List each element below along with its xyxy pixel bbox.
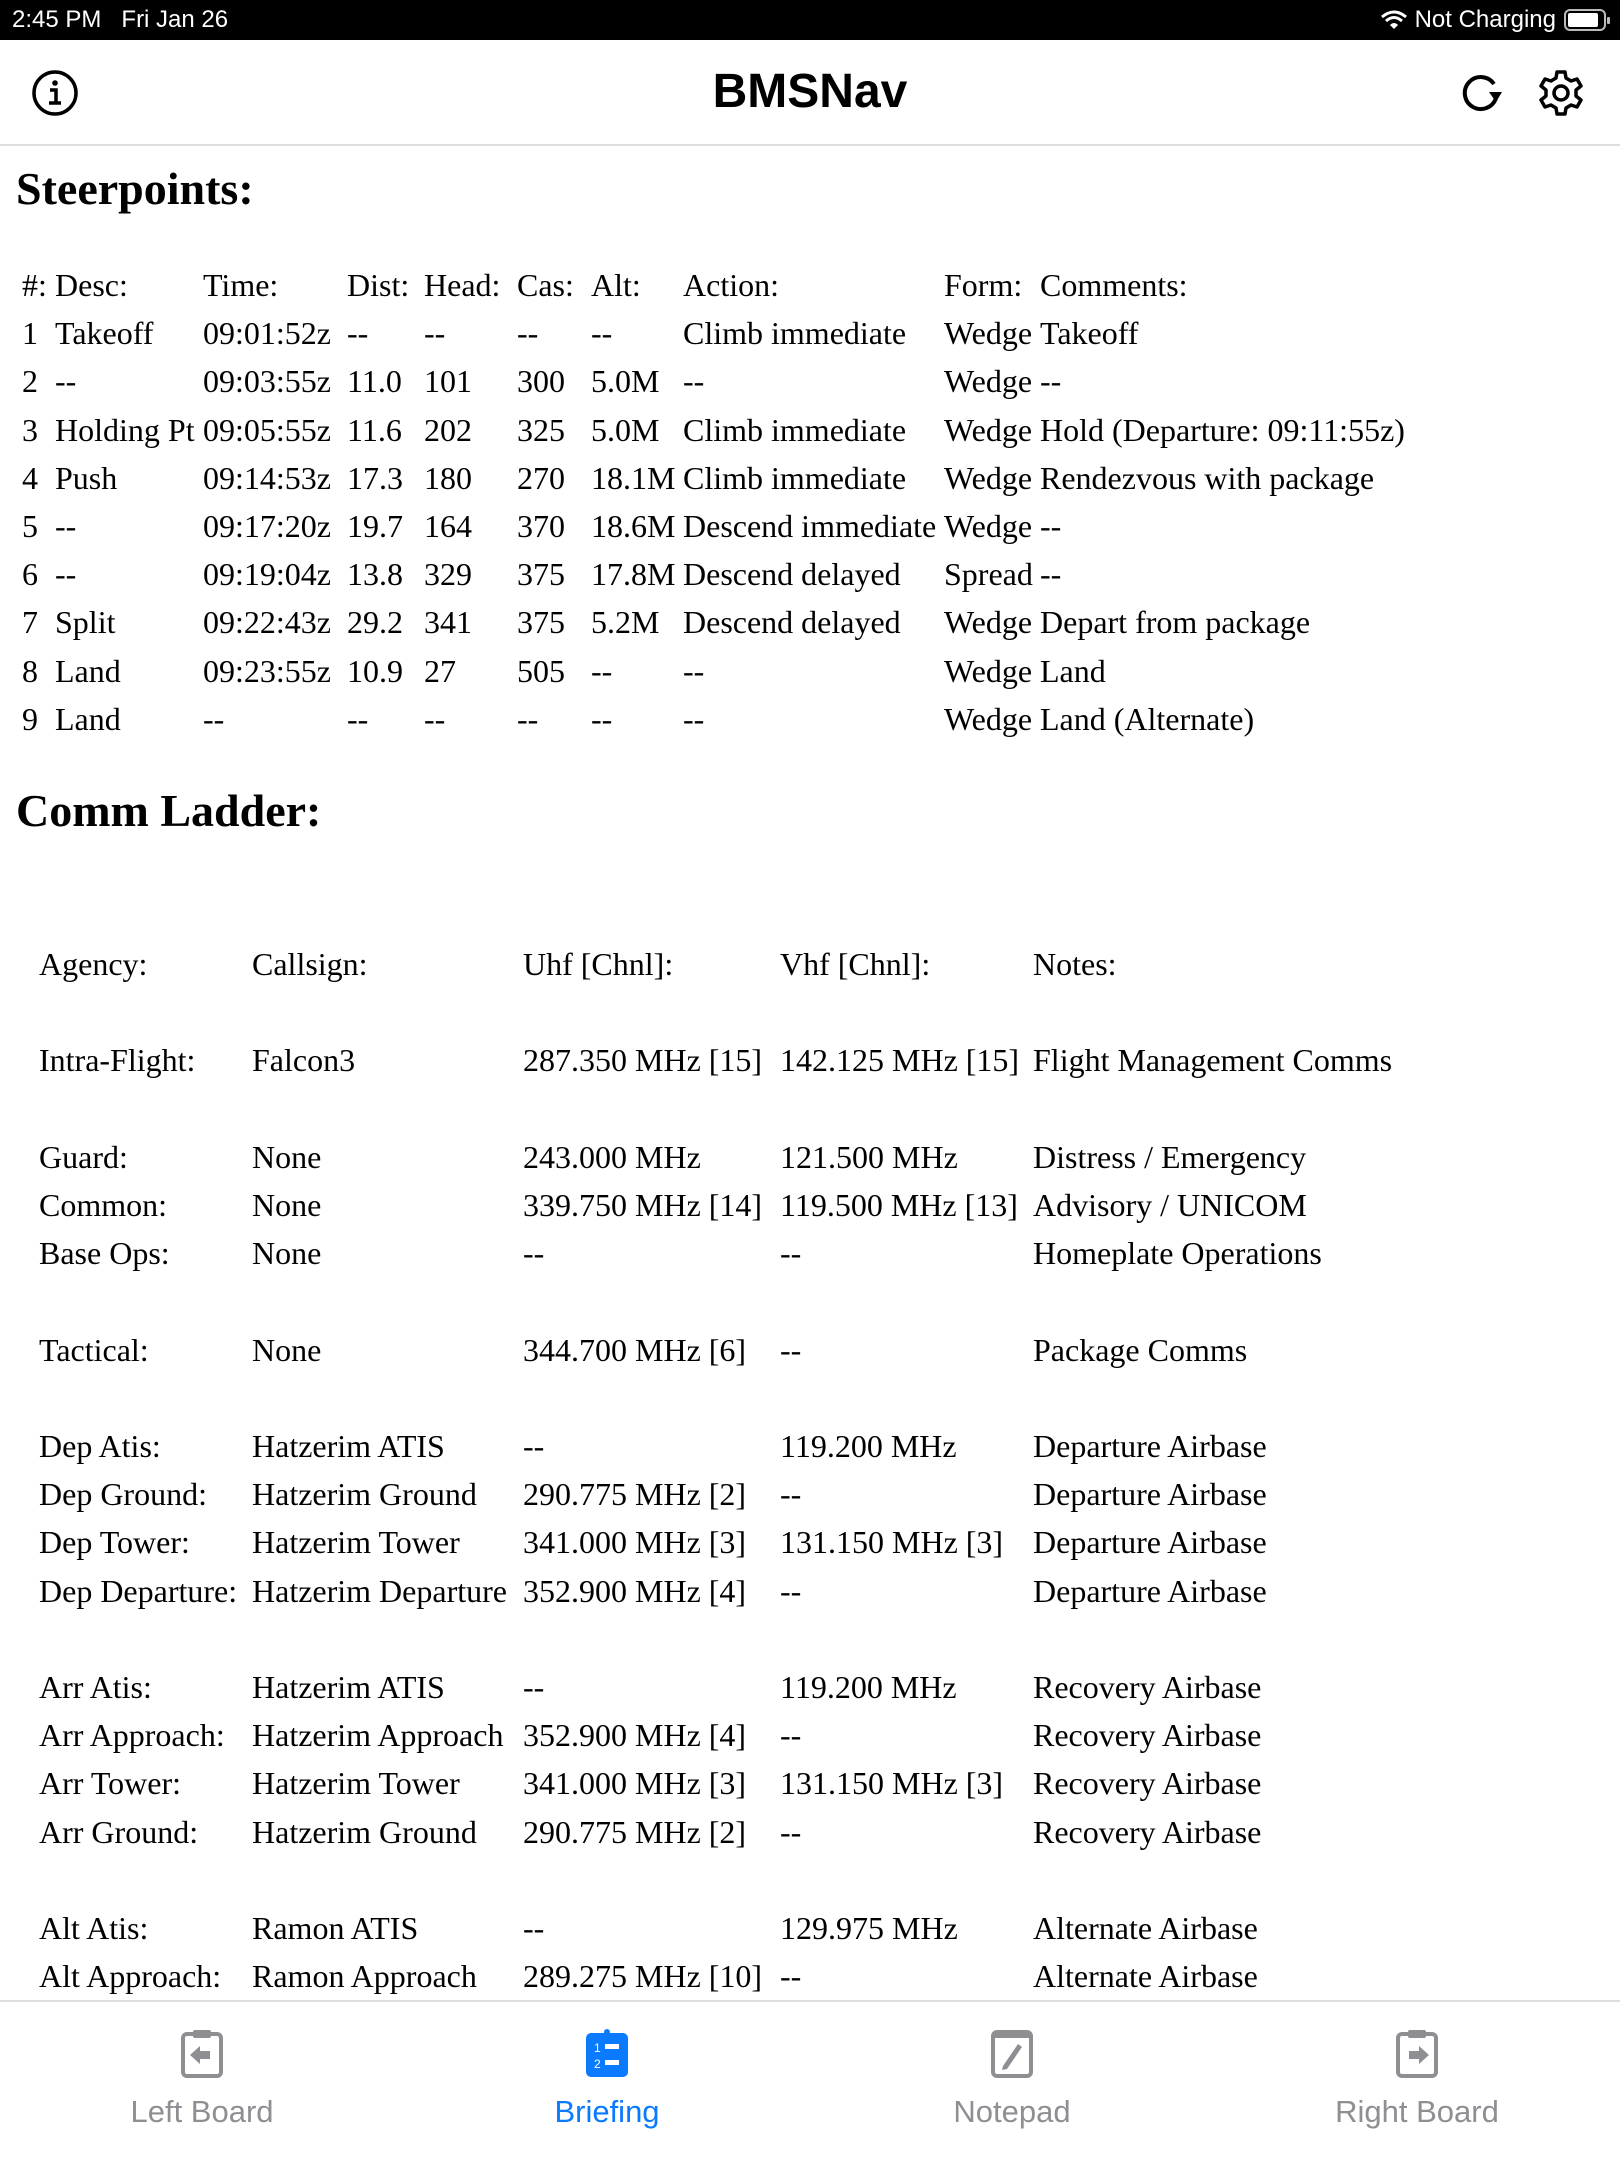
column-header-num: #: xyxy=(22,267,47,303)
steerpoint-dist: 10.9 xyxy=(347,652,403,689)
comm-notes: Recovery Airbase xyxy=(1033,1813,1262,1850)
comm-agency: Intra-Flight: xyxy=(39,1042,196,1079)
steerpoint-form: Wedge xyxy=(944,652,1033,689)
comm-notes: Flight Management Comms xyxy=(1033,1042,1393,1079)
steerpoint-desc: -- xyxy=(55,363,77,400)
comm-notes: Recovery Airbase xyxy=(1033,1765,1262,1802)
comm-uhf: 341.000 MHz [3] xyxy=(523,1524,747,1561)
steerpoint-desc: Holding Pt xyxy=(55,411,195,448)
steerpoint-alt: -- xyxy=(591,652,613,689)
comm-vhf: -- xyxy=(780,1235,802,1272)
steerpoint-head: 164 xyxy=(424,508,472,544)
comm-vhf: 131.150 MHz [3] xyxy=(780,1765,1004,1802)
comm-notes: Recovery Airbase xyxy=(1033,1717,1262,1754)
clipboard-left-icon xyxy=(180,2028,224,2078)
tab-label: Notepad xyxy=(953,2094,1071,2129)
briefing-content[interactable] xyxy=(0,146,1620,2000)
tab-bar xyxy=(0,2000,1620,2160)
nav-header xyxy=(0,40,1620,146)
comm-callsign: Hatzerim Approach xyxy=(252,1717,504,1754)
steerpoint-desc: -- xyxy=(55,508,77,544)
column-header-head: Head: xyxy=(424,267,501,303)
steerpoint-desc: Split xyxy=(55,604,116,641)
steerpoint-form: Wedge xyxy=(944,700,1033,737)
steerpoint-alt: 5.0M xyxy=(591,363,660,400)
comm-notes: Departure Airbase xyxy=(1033,1476,1267,1513)
steerpoint-form: Wedge xyxy=(944,459,1033,496)
comm-notes: Departure Airbase xyxy=(1033,1428,1267,1464)
steerpoint-action: Descend delayed xyxy=(683,604,901,641)
steerpoint-dist: 17.3 xyxy=(347,459,403,496)
comm-agency: Base Ops: xyxy=(39,1235,170,1272)
comm-callsign: Hatzerim ATIS xyxy=(252,1669,445,1705)
steerpoint-cas: 270 xyxy=(517,459,565,496)
steerpoint-alt: 5.2M xyxy=(591,604,660,641)
comm-callsign: Hatzerim Ground xyxy=(252,1813,477,1850)
comm-vhf: -- xyxy=(780,1476,802,1513)
comm-vhf: 119.200 MHz xyxy=(780,1428,957,1464)
comm-uhf: 341.000 MHz [3] xyxy=(523,1765,747,1802)
comm-agency: Alt Approach: xyxy=(39,1958,222,1995)
comm-callsign: Ramon ATIS xyxy=(252,1910,419,1946)
comm-vhf: -- xyxy=(780,1572,802,1609)
refresh-icon[interactable] xyxy=(1456,68,1506,118)
comm-callsign: Hatzerim ATIS xyxy=(252,1428,445,1464)
tab-notepad[interactable] xyxy=(862,2002,1162,2162)
steerpoint-form: Wedge xyxy=(944,363,1033,400)
column-header-dist: Dist: xyxy=(347,267,410,303)
column-header-notes: Notes: xyxy=(1033,946,1117,982)
tab-briefing[interactable] xyxy=(457,2002,757,2162)
steerpoint-cas: 375 xyxy=(517,556,565,593)
steerpoint-form: Wedge xyxy=(944,508,1033,544)
comm-uhf: -- xyxy=(523,1428,545,1464)
steerpoint-alt: 18.6M xyxy=(591,508,676,544)
steerpoints-heading: Steerpoints: xyxy=(16,163,254,214)
steerpoint-head: -- xyxy=(424,315,446,352)
column-header-alt: Alt: xyxy=(591,267,641,303)
comm-agency: Common: xyxy=(39,1187,168,1223)
comm-callsign: Hatzerim Tower xyxy=(252,1524,460,1561)
column-header-uhf: Uhf [Chnl]: xyxy=(523,946,674,982)
steerpoint-action: -- xyxy=(683,700,705,737)
steerpoint-desc: -- xyxy=(55,556,77,593)
steerpoint-time: 09:17:20z xyxy=(203,508,331,544)
comm-uhf: 243.000 MHz xyxy=(523,1138,701,1175)
steerpoint-dist: 29.2 xyxy=(347,604,403,641)
steerpoint-num: 9 xyxy=(22,700,38,737)
comm-uhf: 290.775 MHz [2] xyxy=(523,1476,747,1513)
comm-vhf: -- xyxy=(780,1717,802,1754)
comm-notes: Departure Airbase xyxy=(1033,1572,1267,1609)
steerpoint-comments: Depart from package xyxy=(1040,604,1311,641)
steerpoint-time: 09:05:55z xyxy=(203,411,331,448)
comm-notes: Recovery Airbase xyxy=(1033,1669,1262,1705)
comm-callsign: Hatzerim Departure xyxy=(252,1572,507,1609)
comm-ladder-heading: Comm Ladder: xyxy=(16,785,322,836)
steerpoint-num: 6 xyxy=(22,556,38,593)
column-header-time: Time: xyxy=(203,267,279,303)
comm-notes: Package Comms xyxy=(1033,1331,1248,1368)
steerpoint-head: 329 xyxy=(424,556,472,593)
comm-notes: Alternate Airbase xyxy=(1033,1958,1258,1995)
comm-callsign: None xyxy=(252,1235,322,1272)
steerpoint-comments: Takeoff xyxy=(1040,315,1139,352)
status-right xyxy=(1381,6,1606,34)
comm-callsign: Ramon Approach xyxy=(252,1958,477,1995)
steerpoint-desc: Land xyxy=(55,652,121,689)
comm-uhf: 289.275 MHz [10] xyxy=(523,1958,763,1995)
comm-notes: Advisory / UNICOM xyxy=(1033,1187,1307,1223)
steerpoint-dist: 19.7 xyxy=(347,508,403,544)
comm-agency: Dep Atis: xyxy=(39,1428,161,1464)
steerpoint-dist: -- xyxy=(347,700,369,737)
steerpoint-alt: -- xyxy=(591,315,613,352)
steerpoint-num: 8 xyxy=(22,652,38,689)
steerpoint-time: 09:01:52z xyxy=(203,315,331,352)
tab-label: Left Board xyxy=(130,2094,274,2129)
comm-callsign: None xyxy=(252,1331,322,1368)
steerpoint-action: Climb immediate xyxy=(683,411,907,448)
comm-agency: Guard: xyxy=(39,1138,128,1175)
column-header-action: Action: xyxy=(683,267,779,303)
comm-uhf: -- xyxy=(523,1235,545,1272)
comm-callsign: Hatzerim Tower xyxy=(252,1765,460,1802)
steerpoint-alt: 18.1M xyxy=(591,459,676,496)
steerpoint-comments: -- xyxy=(1040,508,1062,544)
steerpoint-head: 101 xyxy=(424,363,472,400)
comm-agency: Arr Atis: xyxy=(39,1669,152,1705)
steerpoint-cas: -- xyxy=(517,700,539,737)
steerpoint-form: Wedge xyxy=(944,604,1033,641)
steerpoint-alt: -- xyxy=(591,700,613,737)
comm-uhf: 287.350 MHz [15] xyxy=(523,1042,763,1079)
comm-vhf: 119.500 MHz [13] xyxy=(780,1187,1018,1223)
comm-vhf: 121.500 MHz xyxy=(780,1138,958,1175)
column-header-callsign: Callsign: xyxy=(252,946,368,982)
tab-label: Right Board xyxy=(1335,2094,1499,2129)
column-header-desc: Desc: xyxy=(55,267,128,303)
comm-vhf: -- xyxy=(780,1958,802,1995)
steerpoint-dist: 11.0 xyxy=(347,363,402,400)
steerpoint-alt: 5.0M xyxy=(591,411,660,448)
column-header-form: Form: xyxy=(944,267,1023,303)
comm-callsign: Falcon3 xyxy=(252,1042,356,1079)
gear-icon[interactable] xyxy=(1536,68,1586,118)
date-text: Fri Jan 26 xyxy=(121,6,229,33)
steerpoint-num: 5 xyxy=(22,508,38,544)
steerpoint-head: 202 xyxy=(424,411,472,448)
steerpoint-form: Spread xyxy=(944,556,1033,593)
comm-vhf: -- xyxy=(780,1813,802,1850)
column-header-comments: Comments: xyxy=(1040,267,1188,303)
comm-callsign: None xyxy=(252,1187,322,1223)
steerpoint-action: Climb immediate xyxy=(683,459,907,496)
steerpoint-action: Descend delayed xyxy=(683,556,901,593)
steerpoint-action: -- xyxy=(683,652,705,689)
steerpoint-num: 2 xyxy=(22,363,38,400)
svg-text:1: 1 xyxy=(594,2041,601,2055)
clipboard-right-icon xyxy=(1395,2028,1439,2078)
comm-agency: Alt Atis: xyxy=(39,1910,149,1946)
comm-callsign: None xyxy=(252,1138,322,1175)
comm-agency: Arr Ground: xyxy=(39,1813,199,1850)
steerpoint-num: 4 xyxy=(22,459,38,496)
comm-agency: Arr Tower: xyxy=(39,1765,182,1802)
battery-status: Not Charging xyxy=(1414,6,1556,33)
status-bar xyxy=(0,0,1620,40)
comm-uhf: 352.900 MHz [4] xyxy=(523,1717,747,1754)
comm-uhf: -- xyxy=(523,1669,545,1705)
status-time xyxy=(12,6,228,34)
steerpoint-head: -- xyxy=(424,700,446,737)
notepad-icon xyxy=(990,2028,1034,2078)
steerpoint-desc: Push xyxy=(55,459,118,496)
steerpoint-cas: 300 xyxy=(517,363,565,400)
steerpoint-cas: 325 xyxy=(517,411,565,448)
comm-vhf: -- xyxy=(780,1331,802,1368)
comm-uhf: 352.900 MHz [4] xyxy=(523,1572,747,1609)
comm-callsign: Hatzerim Ground xyxy=(252,1476,477,1513)
steerpoint-comments: Land xyxy=(1040,652,1106,689)
steerpoint-time: 09:22:43z xyxy=(203,604,331,641)
steerpoint-cas: 370 xyxy=(517,508,565,544)
tab-right-board[interactable] xyxy=(1267,2002,1567,2162)
comm-notes: Homeplate Operations xyxy=(1033,1235,1322,1272)
steerpoint-time: 09:23:55z xyxy=(203,652,331,689)
comm-uhf: 344.700 MHz [6] xyxy=(523,1331,747,1368)
column-header-agency: Agency: xyxy=(39,946,148,982)
steerpoint-head: 180 xyxy=(424,459,472,496)
steerpoint-desc: Land xyxy=(55,700,121,737)
comm-vhf: 131.150 MHz [3] xyxy=(780,1524,1004,1561)
steerpoint-form: Wedge xyxy=(944,315,1033,352)
steerpoint-head: 341 xyxy=(424,604,472,641)
steerpoint-cas: 505 xyxy=(517,652,565,689)
steerpoint-num: 7 xyxy=(22,604,38,641)
steerpoint-form: Wedge xyxy=(944,411,1033,448)
steerpoint-time: 09:03:55z xyxy=(203,363,331,400)
tab-left-board[interactable] xyxy=(52,2002,352,2162)
steerpoint-action: Climb immediate xyxy=(683,315,907,352)
comm-agency: Dep Departure: xyxy=(39,1572,238,1609)
comm-vhf: 119.200 MHz xyxy=(780,1669,957,1705)
steerpoint-num: 3 xyxy=(22,411,38,448)
comm-agency: Arr Approach: xyxy=(39,1717,225,1754)
column-header-cas: Cas: xyxy=(517,267,574,303)
steerpoint-comments: Hold (Departure: 09:11:55z) xyxy=(1040,411,1405,448)
comm-agency: Dep Tower: xyxy=(39,1524,190,1561)
steerpoint-cas: 375 xyxy=(517,604,565,641)
comm-notes: Alternate Airbase xyxy=(1033,1910,1258,1946)
svg-text:2: 2 xyxy=(594,2057,601,2071)
app-title: BMSNav xyxy=(712,65,908,118)
steerpoint-dist: 11.6 xyxy=(347,411,402,448)
steerpoint-time: -- xyxy=(203,700,225,737)
steerpoint-comments: -- xyxy=(1040,556,1062,593)
tab-label: Briefing xyxy=(554,2094,660,2129)
steerpoint-time: 09:19:04z xyxy=(203,556,331,593)
steerpoint-action: Descend immediate xyxy=(683,508,937,544)
comm-agency: Dep Ground: xyxy=(39,1476,207,1513)
time-text: 2:45 PM xyxy=(12,6,102,33)
steerpoint-comments: Rendezvous with package xyxy=(1040,459,1375,496)
steerpoint-action: -- xyxy=(683,363,705,400)
comm-notes: Departure Airbase xyxy=(1033,1524,1267,1561)
comm-agency: Tactical: xyxy=(39,1331,149,1368)
comm-uhf: -- xyxy=(523,1910,545,1946)
steerpoint-comments: Land (Alternate) xyxy=(1040,700,1255,737)
comm-uhf: 290.775 MHz [2] xyxy=(523,1813,747,1850)
wifi-icon xyxy=(1381,10,1407,30)
steerpoint-head: 27 xyxy=(424,652,456,689)
comm-notes: Distress / Emergency xyxy=(1033,1138,1307,1175)
comm-vhf: 142.125 MHz [15] xyxy=(780,1042,1020,1079)
steerpoint-cas: -- xyxy=(517,315,539,352)
battery-icon xyxy=(1564,9,1606,31)
clipboard-list-icon xyxy=(585,2028,629,2078)
steerpoint-time: 09:14:53z xyxy=(203,459,331,496)
comm-uhf: 339.750 MHz [14] xyxy=(523,1187,763,1223)
comm-vhf: 129.975 MHz xyxy=(780,1910,958,1946)
steerpoint-comments: -- xyxy=(1040,363,1062,400)
steerpoint-alt: 17.8M xyxy=(591,556,676,593)
steerpoint-dist: 13.8 xyxy=(347,556,403,593)
steerpoint-num: 1 xyxy=(22,315,38,352)
column-header-vhf: Vhf [Chnl]: xyxy=(780,946,931,982)
steerpoint-dist: -- xyxy=(347,315,369,352)
steerpoint-desc: Takeoff xyxy=(55,315,154,352)
